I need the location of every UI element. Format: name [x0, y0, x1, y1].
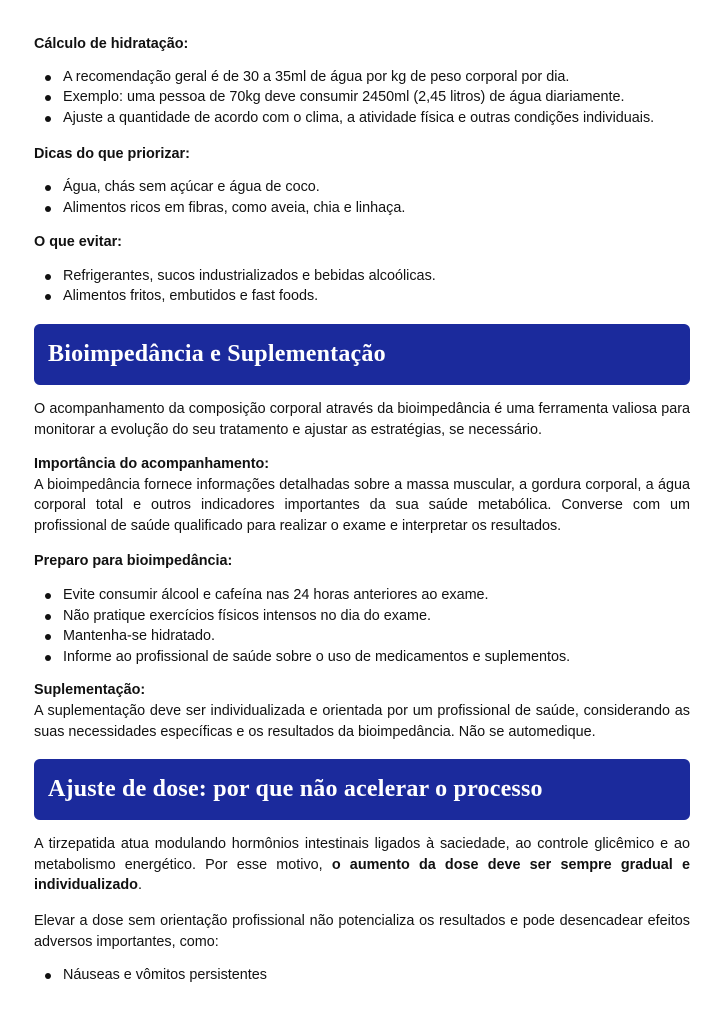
prep-title: Preparo para bioimpedância: — [34, 552, 233, 569]
section-banner-bioimpedance — [34, 324, 690, 385]
prep-list — [34, 585, 690, 667]
avoid-title: O que evitar: — [34, 234, 122, 251]
list-item: Não pratique exercícios físicos intensos no dia do exame. — [34, 606, 690, 627]
dose-paragraph-1 — [34, 834, 690, 896]
dose-effects-list — [34, 965, 690, 986]
list-item: Água, chás sem açúcar e água de coco. — [34, 177, 690, 198]
list-item: Refrigerantes, sucos industrializados e bebidas alcoólicas. — [34, 266, 690, 287]
list-item: Alimentos fritos, embutidos e fast foods. — [34, 286, 690, 307]
list-item: Náuseas e vômitos persistentes — [34, 965, 690, 986]
hydration-list — [34, 67, 690, 129]
list-item: Evite consumir álcool e cafeína nas 24 horas anteriores ao exame. — [34, 585, 690, 606]
avoid-list — [34, 266, 690, 307]
text: . — [137, 877, 142, 894]
supplement-title: Suplementação: — [34, 682, 146, 699]
prioritize-list — [34, 177, 690, 218]
document-page — [34, 34, 690, 986]
list-item: Alimentos ricos em fibras, como aveia, chia e linhaça. — [34, 198, 690, 219]
supplement-text: A suplementação deve ser individualizada e orientada por um profissional de saúde, considerando as suas necessidades específicas e os resultados da bioimpedância. Não se automedique. — [34, 703, 690, 740]
list-item: Mantenha-se hidratado. — [34, 626, 690, 647]
list-item: Ajuste a quantidade de acordo com o clima, a atividade física e outras condições individuais. — [34, 108, 690, 129]
bio-intro: O acompanhamento da composição corporal através da bioimpedância é uma ferramenta valiosa para monitorar a evolução do seu tratamento e ajustar as estratégias, se necessário. — [34, 400, 690, 438]
section-heading: Bioimpedância e Suplementação — [48, 341, 386, 368]
emphasis-text: o aumento da dose deve ser sempre gradual e individualizado — [34, 856, 690, 894]
importance-text: A bioimpedância fornece informações detalhadas sobre a massa muscular, a gordura corporal, a água corporal total e outros indicadores importantes da sua saúde metabólica. Converse com um profissional de saúde qualificado para realizar o exame e interpretar os resultados. — [34, 476, 690, 534]
list-item: A recomendação geral é de 30 a 35ml de água por kg de peso corporal por dia. — [34, 67, 690, 88]
list-item: Informe ao profissional de saúde sobre o uso de medicamentos e suplementos. — [34, 647, 690, 668]
section-heading: Ajuste de dose: por que não acelerar o processo — [48, 776, 543, 803]
hydration-title: Cálculo de hidratação: — [34, 36, 189, 52]
text: A tirzepatida atua modulando hormônios intestinais ligados à saciedade, ao controle glicêmico e ao metabolismo energético. Por esse motivo, — [34, 836, 690, 873]
list-item: Exemplo: uma pessoa de 70kg deve consumir 2450ml (2,45 litros) de água diariamente. — [34, 87, 690, 108]
prioritize-title: Dicas do que priorizar: — [34, 146, 190, 163]
dose-paragraph-2: Elevar a dose sem orientação profissional não potencializa os resultados e pode desencadear efeitos adversos importantes, como: — [34, 913, 690, 950]
section-banner-dose — [34, 759, 690, 820]
importance-title: Importância do acompanhamento: — [34, 456, 270, 473]
